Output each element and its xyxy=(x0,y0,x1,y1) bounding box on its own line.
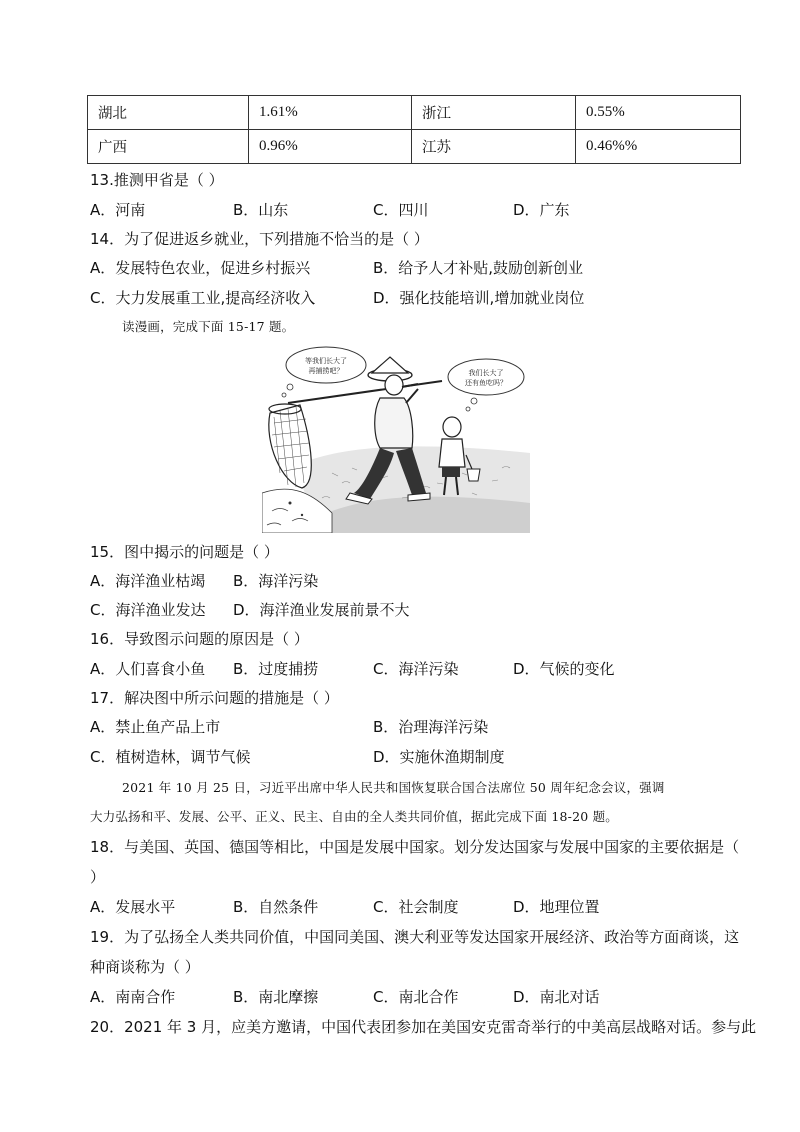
context-paragraph-line1: 2021 年 10 月 25 日，习近平出席中华人民共和国恢复联合国合法席位 50 周年纪念会议，强调 xyxy=(122,780,665,795)
q13-option-d: D．广东 xyxy=(513,201,570,219)
table-cell: 广西 xyxy=(88,130,249,164)
question-20-stem: 20．2021 年 3 月，应美方邀请，中国代表团参加在美国安克雷奇举行的中美高层战略对话。参与此 xyxy=(90,1018,757,1036)
q18-option-c: C．社会制度 xyxy=(373,898,459,916)
bubble-right-line2: 还有鱼吃吗？ xyxy=(465,379,507,387)
q14-option-b: B．给予人才补贴,鼓励创新创业 xyxy=(373,259,584,277)
bubble-left-line1: 等我们长大了 xyxy=(305,357,347,365)
q14-option-c: C．大力发展重工业,提高经济收入 xyxy=(90,289,316,307)
table-cell: 湖北 xyxy=(88,96,249,130)
table-row xyxy=(88,96,741,130)
question-13-stem: 13.推测甲省是（ ） xyxy=(90,171,224,189)
question-19-stem: 19．为了弘扬全人类共同价值，中国同美国、澳大利亚等发达国家开展经济、政治等方面商谈，这 xyxy=(90,928,740,946)
q15-option-c: C．海洋渔业发达 xyxy=(90,601,206,619)
table-cell: 江苏 xyxy=(412,130,576,164)
q17-option-a: A．禁止鱼产品上市 xyxy=(90,718,221,736)
q14-option-d: D．强化技能培训,增加就业岗位 xyxy=(373,289,585,307)
q14-option-a: A．发展特色农业，促进乡村振兴 xyxy=(90,259,311,277)
q16-option-d: D．气候的变化 xyxy=(513,660,615,678)
q19-option-b: B．南北摩擦 xyxy=(233,988,319,1006)
q16-option-a: A．人们喜食小鱼 xyxy=(90,660,206,678)
table-cell: 1.61% xyxy=(249,96,412,130)
question-15-stem: 15．图中揭示的问题是（ ） xyxy=(90,543,279,561)
q18-option-b: B．自然条件 xyxy=(233,898,319,916)
q16-option-c: C．海洋污染 xyxy=(373,660,459,678)
q19-option-d: D．南北对话 xyxy=(513,988,600,1006)
table-cell: 0.96% xyxy=(249,130,412,164)
q15-option-b: B．海洋污染 xyxy=(233,572,319,590)
q18-option-d: D．地理位置 xyxy=(513,898,600,916)
province-data-table xyxy=(87,95,741,164)
q17-option-b: B．治理海洋污染 xyxy=(373,718,489,736)
question-19-stem-cont: 种商谈称为（ ） xyxy=(90,958,200,976)
table-cell: 0.46%% xyxy=(576,130,741,164)
question-16-stem: 16．导致图示问题的原因是（ ） xyxy=(90,630,309,648)
q17-option-d: D．实施休渔期制度 xyxy=(373,748,505,766)
q13-option-a: A．河南 xyxy=(90,201,146,219)
q19-option-c: C．南北合作 xyxy=(373,988,459,1006)
q15-option-a: A．海洋渔业枯竭 xyxy=(90,572,206,590)
q13-option-b: B．山东 xyxy=(233,201,289,219)
table-cell: 0.55% xyxy=(576,96,741,130)
q17-option-c: C．植树造林，调节气候 xyxy=(90,748,251,766)
table-cell: 浙江 xyxy=(412,96,576,130)
question-18-stem-cont: ） xyxy=(90,868,106,886)
q13-option-c: C．四川 xyxy=(373,201,429,219)
q15-option-d: D．海洋渔业发展前景不大 xyxy=(233,601,410,619)
comic-intro: 读漫画，完成下面 15-17 题。 xyxy=(122,319,295,334)
table-row xyxy=(88,130,741,164)
question-18-stem: 18．与美国、英国、德国等相比，中国是发展中国家。划分发达国家与发展中国家的主要依据是（ xyxy=(90,838,740,856)
question-14-stem: 14．为了促进返乡就业，下列措施不恰当的是（ ） xyxy=(90,230,429,248)
bubble-left-line2: 再捕捞吧？ xyxy=(308,367,344,375)
q19-option-a: A．南南合作 xyxy=(90,988,176,1006)
q18-option-a: A．发展水平 xyxy=(90,898,176,916)
bubble-right-line1: 我们长大了 xyxy=(468,369,504,377)
context-paragraph-line2: 大力弘扬和平、发展、公平、正义、民主、自由的全人类共同价值，据此完成下面 18-20 题。 xyxy=(90,809,618,824)
question-17-stem: 17．解决图中所示问题的措施是（ ） xyxy=(90,689,339,707)
q16-option-b: B．过度捕捞 xyxy=(233,660,319,678)
fishing-comic-illustration xyxy=(262,343,530,533)
